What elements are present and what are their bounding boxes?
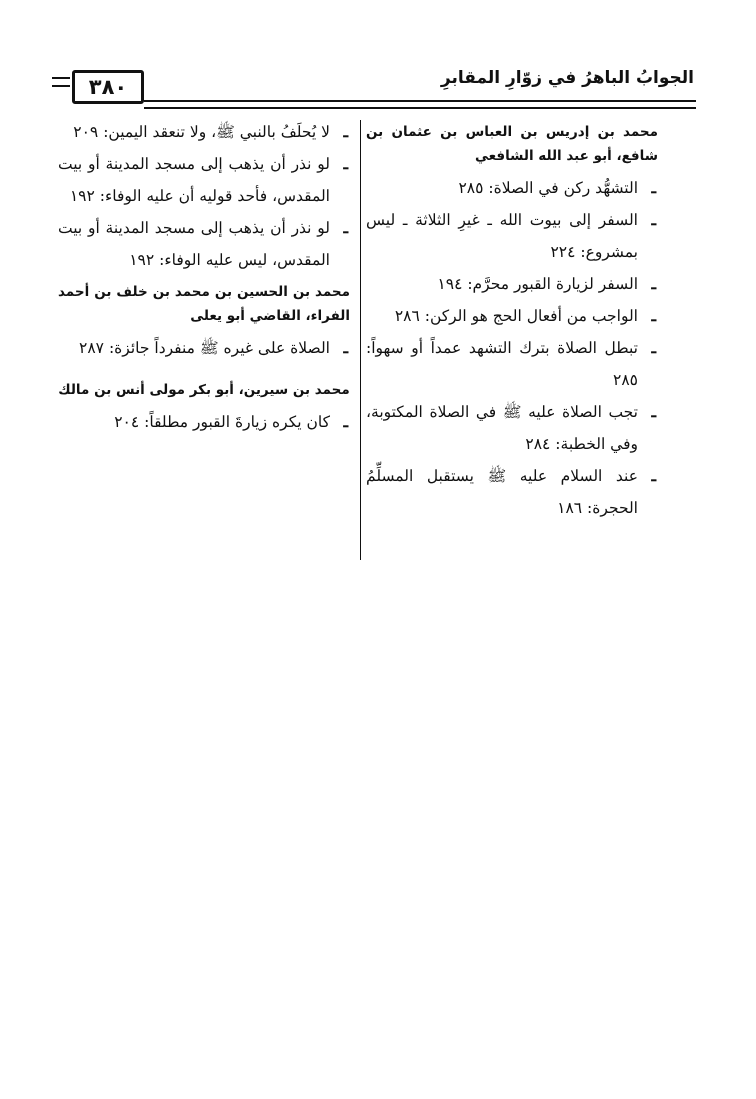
index-entry [366,268,658,300]
entry-text: عند السلام عليه ﷺ يستقبل المسلِّمُ الحجرة: ١٨٦ [366,467,638,517]
column-divider [360,120,361,560]
index-entry [366,460,658,524]
entry-text: كان يكره زيارةَ القبور مطلقاً: ٢٠٤ [114,413,330,431]
entry-bullet: ـ [343,122,348,141]
entry-bullet: ـ [651,306,656,325]
entry-bullet: ـ [651,338,656,357]
index-entry [58,332,350,364]
entry-text: الواجب من أفعال الحج هو الركن: ٢٨٦ [394,307,638,325]
entry-bullet: ـ [651,402,656,421]
page-number: ٣٨٠ [72,70,144,104]
index-entry [58,148,350,212]
entry-bullet: ـ [343,338,348,357]
entry-text: السفر لزيارة القبور محرَّم: ١٩٤ [437,275,638,293]
page-header [52,62,696,106]
index-entry [366,204,658,268]
index-entry [58,212,350,276]
person-heading: محمد بن سيرين، أبو بكر مولى أنس بن مالك [58,382,350,398]
index-entry [366,396,658,460]
person-heading: محمد بن إدريس بن العباس بن عثمان بن شافع، أبو عبد الله الشافعي [366,124,658,164]
entry-text: لو نذر أن يذهب إلى مسجد المدينة أو بيت المقدس، فأحد قوليه أن عليه الوفاء: ١٩٢ [58,155,330,205]
index-entry [366,332,658,396]
entry-bullet: ـ [651,274,656,293]
entry-text: تجب الصلاة عليه ﷺ في الصلاة المكتوبة، وفي الخطبة: ٢٨٤ [366,403,638,453]
entry-bullet: ـ [343,218,348,237]
entry-bullet: ـ [343,412,348,431]
entry-text: الصلاة على غيره ﷺ منفرداً جائزة: ٢٨٧ [79,339,330,357]
entry-bullet: ـ [651,466,656,485]
index-entry [366,300,658,332]
entry-text: لو نذر أن يذهب إلى مسجد المدينة أو بيت المقدس، ليس عليه الوفاء: ١٩٢ [58,219,330,269]
index-columns [58,116,658,566]
entry-text: تبطل الصلاة بترك التشهد عمداً أو سهواً: ٢٨٥ [366,339,638,389]
entry-bullet: ـ [651,210,656,229]
index-entry [58,116,350,148]
entry-text: التشهُّد ركن في الصلاة: ٢٨٥ [458,179,638,197]
running-title: الجوابُ الباهرُ في زوّارِ المقابرِ [440,68,694,88]
index-entry [366,172,658,204]
right-column [366,116,658,524]
entry-text: لا يُحلَفُ بالنبي ﷺ، ولا تنعقد اليمين: ٢٠٩ [73,123,330,141]
index-entry [58,406,350,438]
entry-bullet: ـ [343,154,348,173]
header-rule-left [52,77,70,87]
left-column [58,116,350,438]
entry-bullet: ـ [651,178,656,197]
header-rule [144,100,696,109]
person-heading: محمد بن الحسين بن محمد بن خلف بن أحمد الفراء، القاضي أبو يعلى [58,284,350,324]
entry-text: السفر إلى بيوت الله ـ غيرِ الثلاثة ـ ليس بمشروع: ٢٢٤ [366,211,638,261]
